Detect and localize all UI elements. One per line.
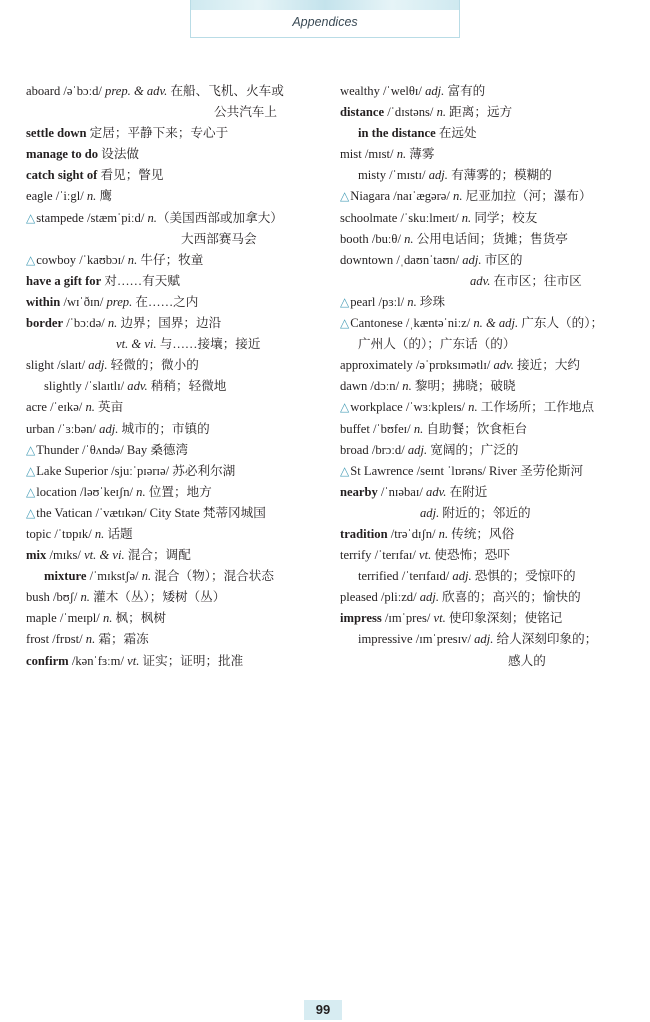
entry-gloss: 话题 xyxy=(104,526,133,541)
glossary-entry xyxy=(26,229,331,250)
entry-word: confirm xyxy=(26,653,69,668)
entry-gloss: 混合；调配 xyxy=(124,548,191,563)
entry-pronunciation: /mɪks/ xyxy=(46,548,85,563)
entry-part-of-speech: n. xyxy=(127,252,138,267)
entry-word: manage to do xyxy=(26,147,99,162)
entry-word: 大西部赛马会 xyxy=(181,231,257,246)
glossary-entry xyxy=(26,419,331,440)
entry-word: aboard /əˈbɔːd/ xyxy=(26,84,106,98)
entry-word: Cantonese /ˌkæntəˈniːz/ xyxy=(350,316,474,331)
entry-word: impressive /ɪmˈpresɪv/ xyxy=(358,632,475,647)
entry-word: topic /ˈtɒpɪk/ xyxy=(26,526,95,541)
entry-gloss: 设法做 xyxy=(98,147,140,162)
entry-gloss: 公用电话间；货摊；售货亭 xyxy=(413,231,568,246)
entry-word: broad /brɔːd/ xyxy=(340,442,408,457)
entry-gloss: 薄雾 xyxy=(406,147,435,162)
triangle-marker-icon: △ xyxy=(340,316,350,331)
entry-part-of-speech: n. xyxy=(147,210,157,225)
glossary-entry xyxy=(340,419,640,440)
glossary-entry xyxy=(340,461,640,482)
entry-word: acre /ˈeɪkə/ xyxy=(26,400,86,415)
glossary-entry xyxy=(26,629,331,650)
glossary-entry xyxy=(26,313,331,334)
entry-gloss: 距离；远方 xyxy=(446,105,513,120)
entry-gloss: 在……之内 xyxy=(132,294,199,309)
glossary-entry xyxy=(340,545,640,566)
entry-part-of-speech: n. xyxy=(396,147,407,162)
entry-gloss: 使恐怖；恐吓 xyxy=(431,548,510,563)
glossary-entry xyxy=(340,144,640,165)
entry-word: cowboy /ˈkaʊbɔɪ/ xyxy=(36,252,128,267)
entry-word: Niagara /naɪˈægərə/ xyxy=(350,189,454,204)
glossary-entry xyxy=(340,503,640,524)
entry-part-of-speech: n. xyxy=(402,379,412,394)
entry-gloss: （美国西部或加拿大） xyxy=(156,210,283,225)
entry-word: Lake Superior /sjuːˈpɪərɪə/ xyxy=(36,463,170,478)
entry-gloss: 苏必利尔湖 xyxy=(169,463,236,478)
entry-part-of-speech: adv. xyxy=(127,379,148,394)
entry-word: within xyxy=(26,294,61,309)
page-header-title: Appendices xyxy=(292,15,358,29)
glossary-entry xyxy=(340,440,640,461)
triangle-marker-icon: △ xyxy=(26,252,36,267)
entry-gloss: 在附近 xyxy=(446,484,488,499)
triangle-marker-icon: △ xyxy=(26,442,36,457)
entry-gloss: 枫；枫树 xyxy=(112,611,166,626)
entry-word: 感人的 xyxy=(508,653,546,668)
glossary-entry xyxy=(340,313,640,334)
entry-word: have a gift for xyxy=(26,273,102,288)
entry-word: terrified /ˈterɪfaɪd/ xyxy=(358,569,453,584)
glossary-entry xyxy=(340,81,640,102)
glossary-entry xyxy=(340,629,640,650)
entry-word: 公共汽车上 xyxy=(214,105,277,120)
entry-part-of-speech: n. xyxy=(85,400,95,415)
triangle-marker-icon: △ xyxy=(26,505,36,520)
entry-word: nearby xyxy=(340,484,378,499)
entry-gloss: 在远处 xyxy=(435,126,477,141)
glossary-entry xyxy=(26,334,331,355)
entry-part-of-speech: n. xyxy=(102,611,113,626)
glossary-entry xyxy=(340,397,640,418)
entry-part-of-speech: n. xyxy=(436,105,447,120)
entry-gloss: 混合（物）；混合状态 xyxy=(151,569,274,584)
entry-word: pleased /pliːzd/ xyxy=(340,590,420,605)
glossary-entry xyxy=(26,292,331,313)
entry-word: urban /ˈɜːbən/ xyxy=(26,421,100,436)
glossary-entry xyxy=(340,271,640,292)
glossary-entry xyxy=(26,186,331,207)
glossary-entry xyxy=(26,376,331,397)
entry-part-of-speech: adj. xyxy=(474,632,494,647)
entry-pronunciation: /ˈdɪstəns/ xyxy=(384,105,437,120)
entry-gloss: 桑德湾 xyxy=(147,442,189,457)
entry-part-of-speech: adv. xyxy=(470,273,491,288)
glossary-entry xyxy=(340,123,640,144)
triangle-marker-icon: △ xyxy=(26,484,36,499)
entry-part-of-speech: adj. xyxy=(407,442,428,457)
entry-word: settle down xyxy=(26,126,87,141)
entry-gloss: 自助餐；饮食柜台 xyxy=(423,421,528,436)
entry-part-of-speech: n. & adj. xyxy=(473,316,519,331)
entry-part-of-speech: adj. xyxy=(419,590,439,605)
entry-gloss: 宽阔的；广泛的 xyxy=(427,442,519,457)
entry-gloss: 对……有天赋 xyxy=(101,273,180,288)
glossary-entry xyxy=(26,355,331,376)
entry-word: schoolmate /ˈskuːlmeɪt/ xyxy=(340,210,462,225)
entry-gloss: 看见；瞥见 xyxy=(97,168,164,183)
glossary-entry xyxy=(340,102,640,123)
entry-word: booth /buːθ/ xyxy=(340,231,405,246)
glossary-entry xyxy=(340,651,640,672)
entry-part-of-speech: vt. xyxy=(419,548,432,563)
glossary-entry xyxy=(340,587,640,608)
entry-part-of-speech: prep. & adv. xyxy=(105,84,168,98)
entry-word: 广州人（的）；广东话（的） xyxy=(358,337,516,352)
entry-part-of-speech: adv. xyxy=(493,358,514,373)
entry-part-of-speech: adj. xyxy=(425,84,445,98)
entry-word: St Lawrence /seɪnt ˈlɒrəns/ River xyxy=(350,463,517,478)
entry-part-of-speech: n. xyxy=(85,632,96,647)
entry-gloss: 给人深刻印象的； xyxy=(493,632,598,647)
entry-gloss: 边界；国界；边沿 xyxy=(117,316,222,331)
glossary-entry xyxy=(340,376,640,397)
entry-gloss: 牛仔；牧童 xyxy=(137,252,204,267)
entry-part-of-speech: adj. xyxy=(428,168,448,183)
glossary-entry xyxy=(340,355,640,376)
entry-gloss: 位置；地方 xyxy=(145,484,212,499)
entry-part-of-speech: adj. xyxy=(420,505,440,520)
glossary-entry xyxy=(340,186,640,207)
entry-gloss: 传统；风俗 xyxy=(448,526,515,541)
entry-gloss: 恐惧的；受惊吓的 xyxy=(471,569,576,584)
entry-gloss: 在船、飞机、火车或 xyxy=(167,84,284,98)
glossary-entry xyxy=(340,524,640,545)
glossary-entry xyxy=(340,292,640,313)
entry-word: impress xyxy=(340,611,382,626)
glossary-entry xyxy=(26,271,331,292)
entry-word: mixture xyxy=(44,569,87,584)
entry-word: mist /mɪst/ xyxy=(340,147,397,162)
entry-word: tradition xyxy=(340,526,388,541)
entry-pronunciation: /wɪˈðɪn/ xyxy=(60,294,107,309)
glossary-entry xyxy=(340,608,640,629)
entry-part-of-speech: n. xyxy=(407,294,417,309)
triangle-marker-icon: △ xyxy=(340,463,350,478)
entry-gloss: 在市区；往市区 xyxy=(490,273,582,288)
glossary-entry xyxy=(340,229,640,250)
entry-gloss: 有薄雾的；模糊的 xyxy=(447,168,552,183)
entry-gloss: 圣劳伦斯河 xyxy=(517,463,584,478)
glossary-entry xyxy=(26,608,331,629)
glossary-entry xyxy=(26,81,331,102)
glossary-entry xyxy=(340,566,640,587)
entry-part-of-speech: n. xyxy=(86,189,97,204)
glossary-entry xyxy=(26,545,331,566)
entry-gloss: 英亩 xyxy=(94,400,124,415)
entry-part-of-speech: n. xyxy=(141,569,152,584)
entry-part-of-speech: adj. xyxy=(88,358,108,373)
entry-part-of-speech: n. xyxy=(438,526,449,541)
entry-gloss: 市区的 xyxy=(481,252,523,267)
entry-part-of-speech: n. xyxy=(461,210,472,225)
glossary-entry xyxy=(26,461,331,482)
entry-part-of-speech: n. xyxy=(80,590,90,605)
glossary-entry xyxy=(26,587,331,608)
entry-word: maple /ˈmeɪpl/ xyxy=(26,611,103,626)
entry-pronunciation: /trəˈdɪʃn/ xyxy=(387,526,439,541)
glossary-entry xyxy=(26,524,331,545)
triangle-marker-icon: △ xyxy=(340,189,350,204)
entry-gloss: 珍珠 xyxy=(416,294,446,309)
entry-part-of-speech: n. xyxy=(107,316,118,331)
entry-word: terrify /ˈterɪfaɪ/ xyxy=(340,548,420,563)
glossary-entry xyxy=(26,440,331,461)
glossary-entry xyxy=(340,334,640,355)
entry-part-of-speech: n. xyxy=(453,189,463,204)
entry-part-of-speech: n. xyxy=(404,231,414,246)
entry-gloss: 尼亚加拉（河；瀑布） xyxy=(462,189,592,204)
entry-pronunciation: /ˈmɪkstʃə/ xyxy=(86,569,142,584)
glossary-entry xyxy=(26,482,331,503)
triangle-marker-icon: △ xyxy=(340,400,350,415)
entry-gloss: 黎明；拂晓；破晓 xyxy=(411,379,516,394)
entry-word: mix xyxy=(26,548,47,563)
header-decoration xyxy=(191,0,459,10)
entry-pronunciation: /ˈnɪəbaɪ/ xyxy=(377,484,427,499)
glossary-entry xyxy=(26,503,331,524)
entry-word: eagle /ˈiːgl/ xyxy=(26,189,87,204)
entry-word: slightly /ˈslaɪtlɪ/ xyxy=(44,379,128,394)
entry-pronunciation: /ˈbɔːdə/ xyxy=(63,316,108,331)
glossary-entry xyxy=(26,208,331,229)
glossary-entry xyxy=(340,482,640,503)
entry-word: dawn /dɔːn/ xyxy=(340,379,403,394)
glossary-entry xyxy=(340,250,640,271)
entry-gloss: 定居；平静下来；专心于 xyxy=(86,126,229,141)
entry-word: distance xyxy=(340,105,385,120)
entry-word: misty /ˈmɪstɪ/ xyxy=(358,168,429,183)
triangle-marker-icon: △ xyxy=(340,294,350,309)
entry-word: Thunder /ˈθʌndə/ Bay xyxy=(36,442,148,457)
entry-part-of-speech: adj. xyxy=(452,569,472,584)
entry-part-of-speech: n. xyxy=(94,526,105,541)
header-band xyxy=(190,0,460,38)
entry-word: wealthy /ˈwelθɪ/ xyxy=(340,84,426,98)
glossary-left-column xyxy=(26,81,331,672)
entry-gloss: 附近的；邻近的 xyxy=(439,505,531,520)
glossary-entry xyxy=(26,250,331,271)
entry-gloss: 证实；证明；批准 xyxy=(139,653,244,668)
entry-gloss: 使印象深刻；使铭记 xyxy=(445,611,563,626)
entry-gloss: 富有的 xyxy=(444,84,486,98)
entry-word: bush /bʊʃ/ xyxy=(26,590,81,605)
entry-word: buffet /ˈbʊfeɪ/ xyxy=(340,421,414,436)
entry-word: frost /frɒst/ xyxy=(26,632,86,647)
entry-gloss: 城市的；市镇的 xyxy=(118,421,210,436)
glossary-entry xyxy=(340,165,640,186)
triangle-marker-icon: △ xyxy=(26,463,36,478)
entry-part-of-speech: prep. xyxy=(106,294,133,309)
entry-part-of-speech: n. xyxy=(136,484,146,499)
entry-gloss: 欣喜的；高兴的；愉快的 xyxy=(439,590,581,605)
entry-gloss: 工作场所；工作地点 xyxy=(477,400,595,415)
glossary-entry xyxy=(26,397,331,418)
entry-word: pearl /pɜːl/ xyxy=(350,294,408,309)
entry-gloss: 鹰 xyxy=(96,189,113,204)
entry-gloss: 接近；大约 xyxy=(513,358,581,373)
entry-word: location /ləʊˈkeɪʃn/ xyxy=(36,484,137,499)
entry-word: downtown /ˌdaʊnˈtaʊn/ xyxy=(340,252,463,267)
glossary-entry xyxy=(26,123,331,144)
entry-word: stampede /stæmˈpiːd/ xyxy=(36,210,148,225)
entry-word: catch sight of xyxy=(26,168,98,183)
triangle-marker-icon: △ xyxy=(26,210,36,225)
entry-part-of-speech: vt. & vi. xyxy=(116,337,157,352)
glossary-right-column xyxy=(340,81,640,672)
entry-gloss: 梵蒂冈城国 xyxy=(199,505,266,520)
entry-part-of-speech: vt. xyxy=(127,653,140,668)
entry-part-of-speech: n. xyxy=(468,400,478,415)
glossary-entry xyxy=(26,651,331,672)
entry-word: in the distance xyxy=(358,126,436,141)
entry-part-of-speech: adv. xyxy=(426,484,447,499)
entry-word: slight /slaɪt/ xyxy=(26,358,89,373)
entry-gloss: 霜；霜冻 xyxy=(95,632,149,647)
entry-pronunciation: /ɪmˈpres/ xyxy=(381,611,434,626)
entry-part-of-speech: n. xyxy=(413,421,424,436)
entry-part-of-speech: adj. xyxy=(99,421,119,436)
entry-gloss: 灌木（丛）；矮树（丛） xyxy=(89,590,226,605)
entry-gloss: 与……接壤；接近 xyxy=(156,337,261,352)
entry-part-of-speech: vt. & vi. xyxy=(84,548,125,563)
glossary-entry xyxy=(26,165,331,186)
entry-word: approximately /əˈprɒksɪmətlɪ/ xyxy=(340,358,494,373)
entry-word: the Vatican /ˈvætɪkən/ City State xyxy=(36,505,200,520)
glossary-entry xyxy=(340,208,640,229)
entry-gloss: 稍稍；轻微地 xyxy=(147,379,227,394)
entry-gloss: 广东人（的）； xyxy=(518,316,604,331)
glossary-entry xyxy=(26,144,331,165)
entry-word: border xyxy=(26,316,64,331)
page-number: 99 xyxy=(304,1000,342,1020)
glossary-entry xyxy=(26,566,331,587)
entry-gloss: 轻微的；微小的 xyxy=(107,358,199,373)
entry-pronunciation: /kənˈfɜːm/ xyxy=(68,653,128,668)
entry-part-of-speech: adj. xyxy=(462,252,482,267)
entry-gloss: 同学；校友 xyxy=(471,210,538,225)
entry-word: workplace /ˈwɜːkpleɪs/ xyxy=(350,400,469,415)
glossary-entry xyxy=(26,102,331,123)
entry-part-of-speech: vt. xyxy=(433,611,446,626)
